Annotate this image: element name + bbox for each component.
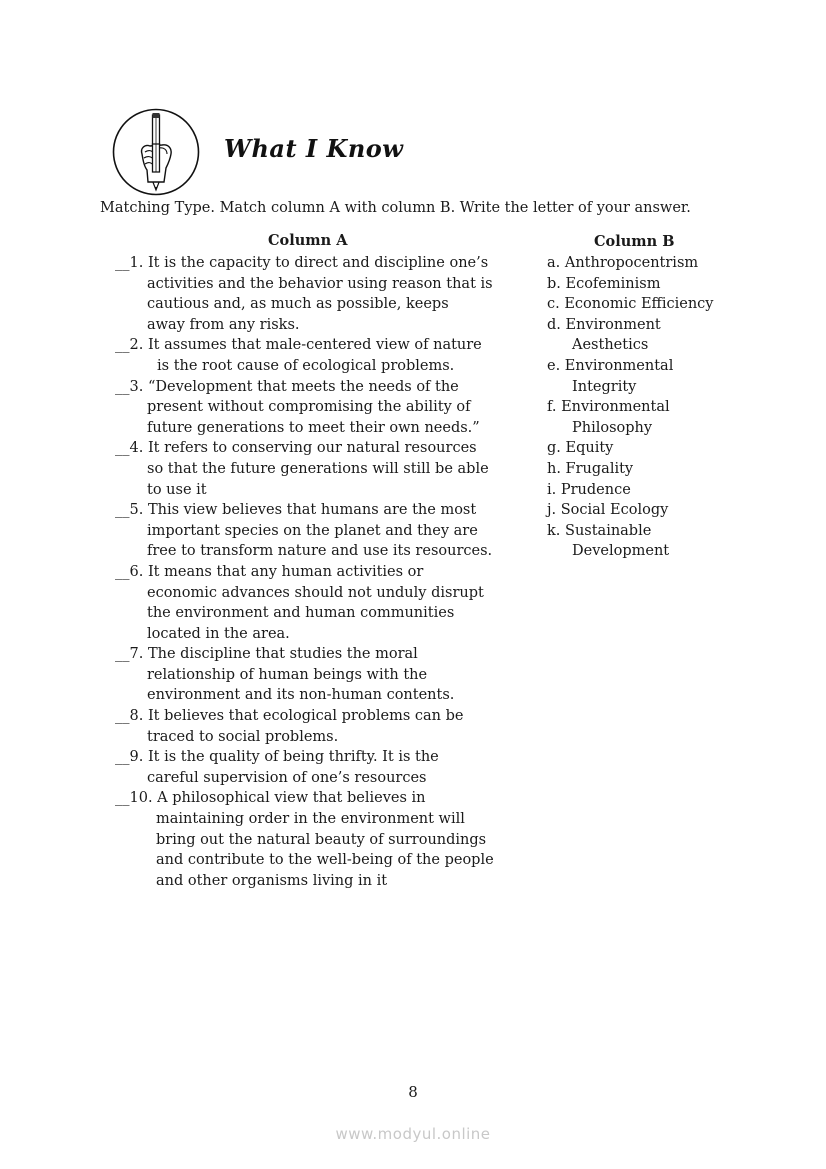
list-item xyxy=(115,377,515,439)
question-text: __4. It refers to conserving our natural resources so that the future generations will still be able to use it xyxy=(115,440,489,498)
question-text: __10. A philosophical view that believes in maintaining order in the environment will bring out the natural beauty of surroundings and contribute to the well-being of the people and other organisms living in it xyxy=(115,790,494,889)
answer-choice: c. Economic Efficiency xyxy=(547,296,714,313)
answer-choice: k. Sustainable Development xyxy=(547,522,670,560)
list-item xyxy=(115,438,515,500)
list-item xyxy=(547,274,817,295)
list-item xyxy=(547,480,817,501)
answer-choice: e. Environmental Integrity xyxy=(547,357,674,395)
column-a-heading: Column A xyxy=(268,232,348,249)
answer-choice: i. Prudence xyxy=(547,481,631,498)
page-title: What I Know xyxy=(224,134,404,163)
list-item xyxy=(115,706,515,747)
list-item xyxy=(547,294,817,315)
answer-choice: f. Environmental Philosophy xyxy=(547,399,670,436)
list-item xyxy=(547,459,817,480)
list-item xyxy=(547,438,817,459)
list-item xyxy=(547,500,817,521)
question-text: __3. “Development that meets the needs of the present without compromising the ability of future generations to meet their own needs.” xyxy=(115,378,480,436)
question-text: __5. This view believes that humans are the most important species on the planet and they are free to transform nature and use its resources. xyxy=(115,502,493,560)
answer-choice: d. Environment Aesthetics xyxy=(547,316,661,354)
question-text: __7. The discipline that studies the moral relationship of human beings with the environment and its non-human contents. xyxy=(115,646,455,704)
column-b-heading: Column B xyxy=(594,233,675,250)
list-item xyxy=(115,500,515,562)
answer-choice: b. Ecofeminism xyxy=(547,275,661,292)
watermark: www.modyul.online xyxy=(335,1125,491,1143)
list-item xyxy=(115,253,515,335)
answer-choice: a. Anthropocentrism xyxy=(547,255,699,271)
list-item xyxy=(547,521,817,562)
list-item xyxy=(547,356,817,397)
pencil-hand-icon xyxy=(112,108,200,196)
column-b-list xyxy=(547,253,817,562)
answer-choice: h. Frugality xyxy=(547,460,634,477)
answer-choice: j. Social Ecology xyxy=(547,502,669,519)
answer-choice: g. Equity xyxy=(547,440,614,457)
question-text: __2. It assumes that male-centered view of nature is the root cause of ecological problems. xyxy=(115,337,482,374)
list-item xyxy=(547,315,817,356)
list-item xyxy=(115,562,515,644)
list-item xyxy=(115,335,515,376)
question-text: __8. It believes that ecological problems can be traced to social problems. xyxy=(115,708,464,745)
list-item xyxy=(115,788,515,891)
column-a-list xyxy=(115,253,515,891)
list-item xyxy=(115,747,515,788)
question-text: __1. It is the capacity to direct and discipline one’s activities and the behavior using reason that is cautious and, as much as possible, keeps away from any risks. xyxy=(115,255,493,333)
list-item xyxy=(547,253,817,274)
instructions: Matching Type. Match column A with column B. Write the letter of your answer. xyxy=(100,200,691,216)
list-item xyxy=(547,397,817,438)
page-number: 8 xyxy=(408,1083,418,1101)
question-text: __6. It means that any human activities or economic advances should not unduly disrupt the environment and human communities located in the area. xyxy=(115,563,484,642)
list-item xyxy=(115,644,515,706)
question-text: __9. It is the quality of being thrifty. It is the careful supervision of one’s resources xyxy=(115,749,439,786)
